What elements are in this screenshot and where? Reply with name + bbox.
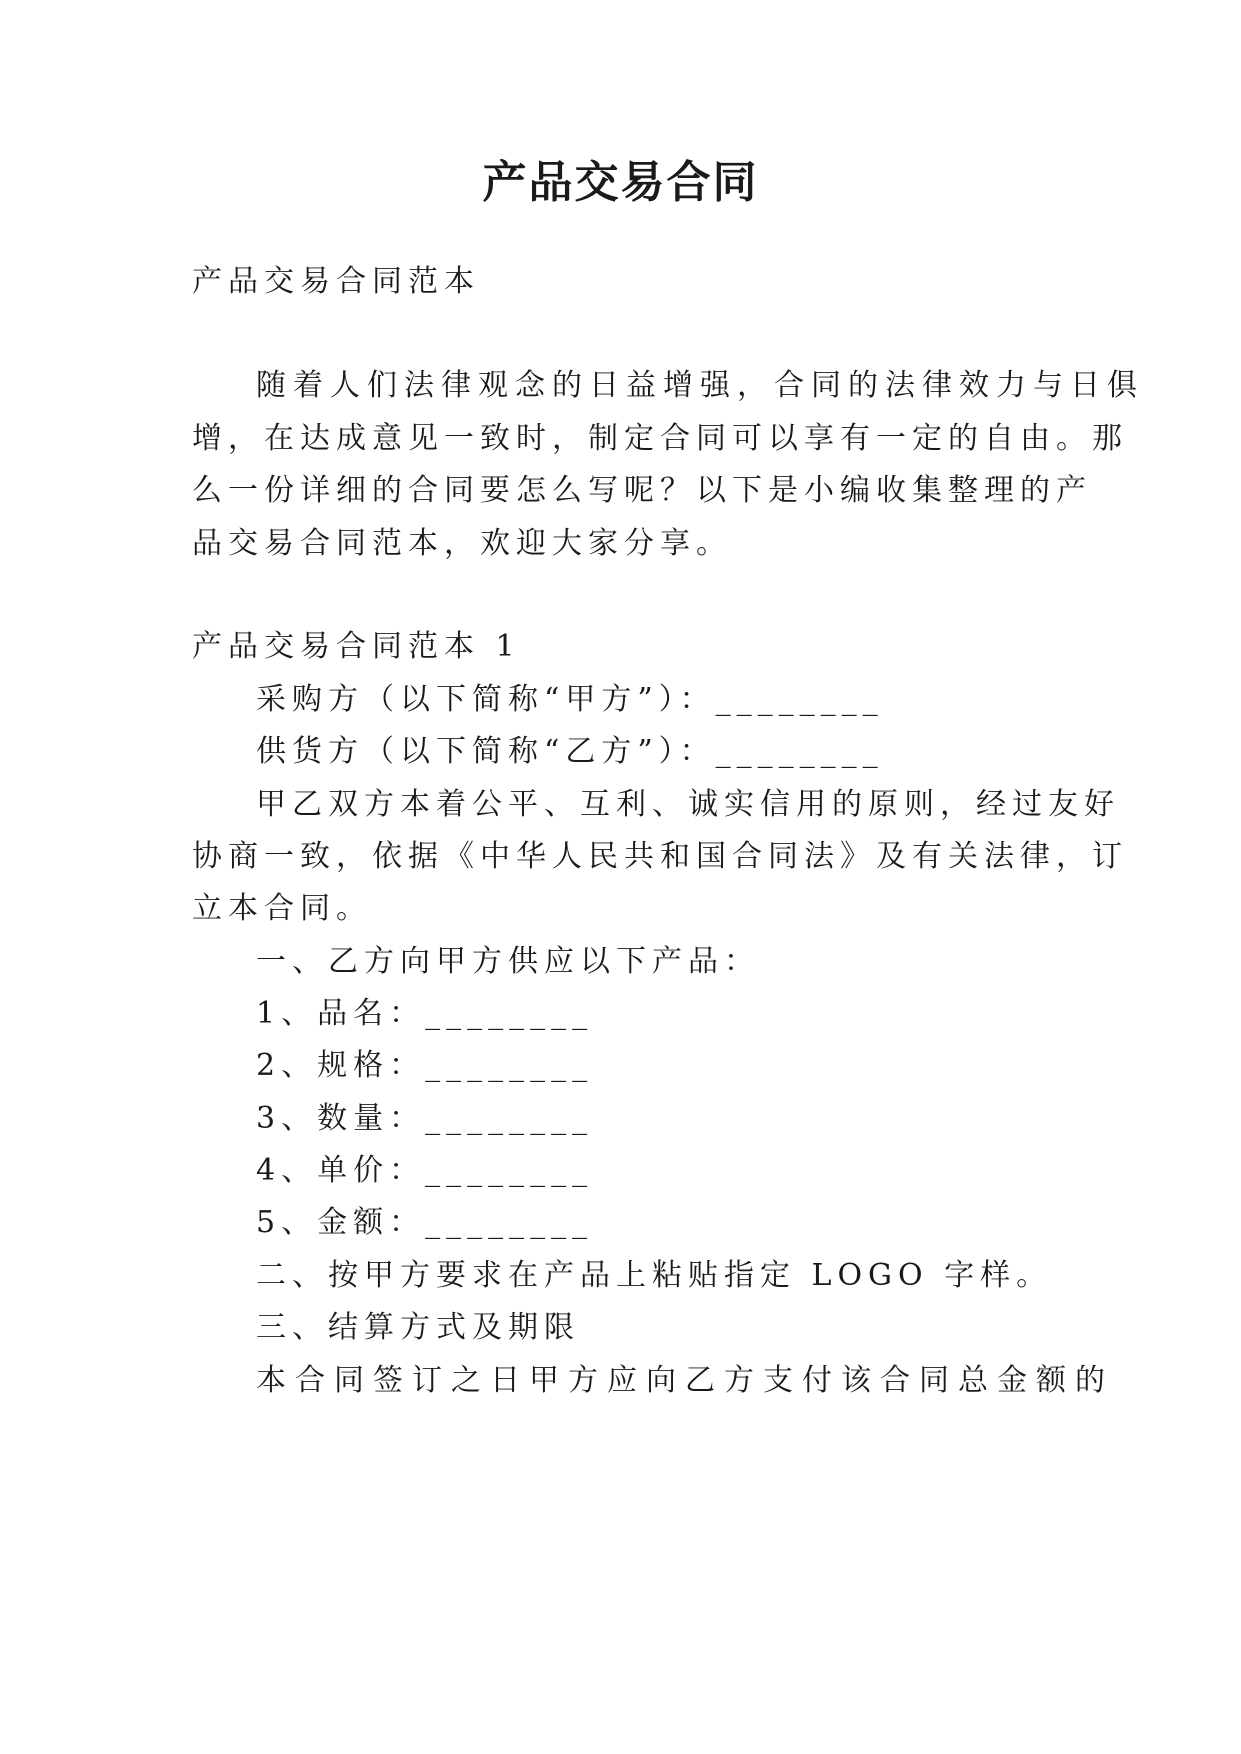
item-line-1: 1、品名：________: [256, 996, 594, 1031]
principle-line-2: 协商一致，依据《中华人民共和国合同法》及有关法律，订: [192, 839, 1128, 874]
item-line-4: 4、单价：________: [256, 1153, 594, 1188]
intro-line-1-text: [256, 366, 1144, 406]
intro-line-1: [256, 366, 1144, 406]
principle-line-3: 立本合同。: [192, 891, 372, 926]
clause-2: 二、按甲方要求在产品上粘贴指定 LOGO 字样。: [256, 1258, 1053, 1293]
intro-line-4: 品交易合同范本，欢迎大家分享。: [192, 526, 732, 561]
party-b-line: 供货方（以下简称“乙方”）：________: [256, 734, 884, 769]
section-heading: 产品交易合同范本 1: [192, 629, 521, 664]
intro-text-1: 随着人们法律观念的日益增强，合同的法律效力与日俱: [256, 368, 1144, 403]
item-line-5: 5、金额：________: [256, 1205, 594, 1240]
item-line-3: 3、数量：________: [256, 1101, 594, 1136]
clause-3: 三、结算方式及期限: [256, 1310, 580, 1345]
clause-3-text: 本合同签订之日甲方应向乙方支付该合同总金额的: [256, 1363, 1114, 1398]
party-a-line: 采购方（以下简称“甲方”）：________: [256, 682, 884, 717]
page-title: 产品交易合同: [482, 157, 759, 208]
document-subtitle: 产品交易合同范本: [192, 264, 480, 299]
item-line-2: 2、规格：________: [256, 1048, 594, 1083]
intro-line-3: 么一份详细的合同要怎么写呢？以下是小编收集整理的产: [192, 473, 1092, 508]
clause-1: 一、乙方向甲方供应以下产品：: [256, 944, 760, 979]
intro-line-2: 增，在达成意见一致时，制定合同可以享有一定的自由。那: [192, 421, 1128, 456]
principle-line-1: 甲乙双方本着公平、互利、诚实信用的原则，经过友好: [256, 787, 1120, 822]
